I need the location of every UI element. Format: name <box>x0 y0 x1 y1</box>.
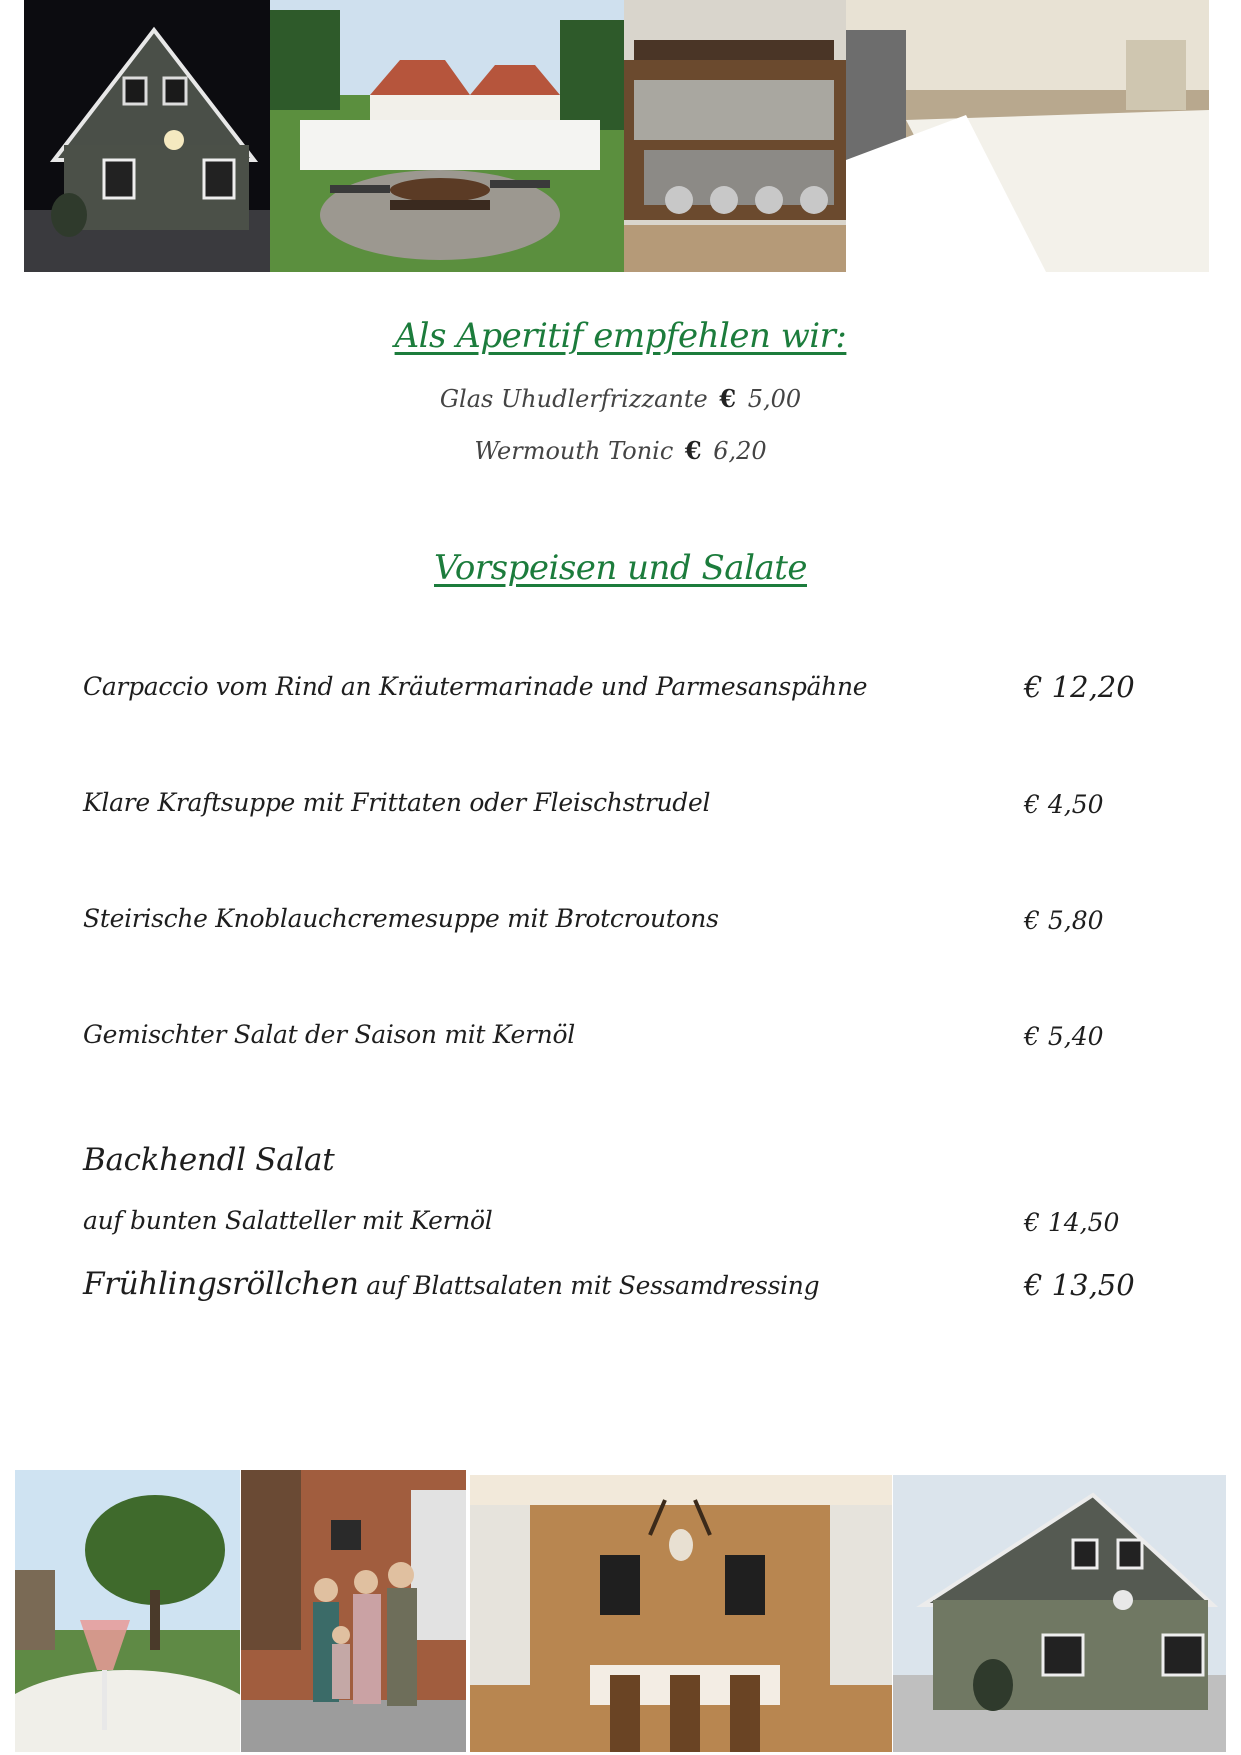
aperitif-item-name: Wermouth Tonic <box>474 437 674 465</box>
house-exterior-photo <box>893 1475 1226 1752</box>
menu-item-name: Backhendl Salat <box>83 1142 335 1178</box>
menu-item-name <box>83 1266 819 1302</box>
menu-item-name: Klare Kraftsuppe mit Frittaten oder Fleischstrudel <box>83 788 711 817</box>
aperitif-heading: Als Aperitif empfehlen wir: <box>394 316 847 356</box>
aperitif-item-currency: € <box>684 436 702 465</box>
aperitif-item <box>0 384 1241 413</box>
dining-room-photo <box>470 1475 892 1752</box>
starters-heading: Vorspeisen und Salate <box>434 548 807 588</box>
menu-item-price: € 13,50 <box>1024 1268 1135 1302</box>
menu-item-name: Steirische Knoblauchcremesuppe mit Brotcroutons <box>83 904 719 933</box>
family-photo <box>241 1470 466 1752</box>
menu-item-price: € 5,80 <box>1024 906 1104 935</box>
menu-item-price: € 4,50 <box>1024 790 1104 819</box>
menu-item-name: Carpaccio vom Rind an Kräutermarinade und Parmesanspähne <box>83 672 868 701</box>
garden-party-photo <box>270 0 624 272</box>
night-house-photo <box>24 0 270 272</box>
menu-item-price: € 5,40 <box>1024 1022 1104 1051</box>
aperitif-item-name: Glas Uhudlerfrizzante <box>439 385 708 413</box>
menu-item-price: € 12,20 <box>1024 670 1135 704</box>
aperitif-item-price: 5,00 <box>747 385 802 413</box>
menu-item-name-rest: auf Blattsalaten mit Sessamdressing <box>358 1271 820 1300</box>
aperitif-item <box>0 436 1241 465</box>
menu-item-name: Gemischter Salat der Saison mit Kernöl <box>83 1020 575 1049</box>
bar-taps-photo <box>624 0 846 272</box>
banquet-hall-photo <box>846 0 1209 272</box>
menu-item-price: € 14,50 <box>1024 1208 1120 1237</box>
menu-item-subtitle: auf bunten Salatteller mit Kernöl <box>83 1206 493 1235</box>
aperitif-item-price: 6,20 <box>713 437 767 465</box>
aperitif-item-currency: € <box>719 384 737 413</box>
spritz-drink-photo <box>15 1470 240 1752</box>
menu-item-name-highlight: Frühlingsröllchen <box>83 1266 359 1302</box>
